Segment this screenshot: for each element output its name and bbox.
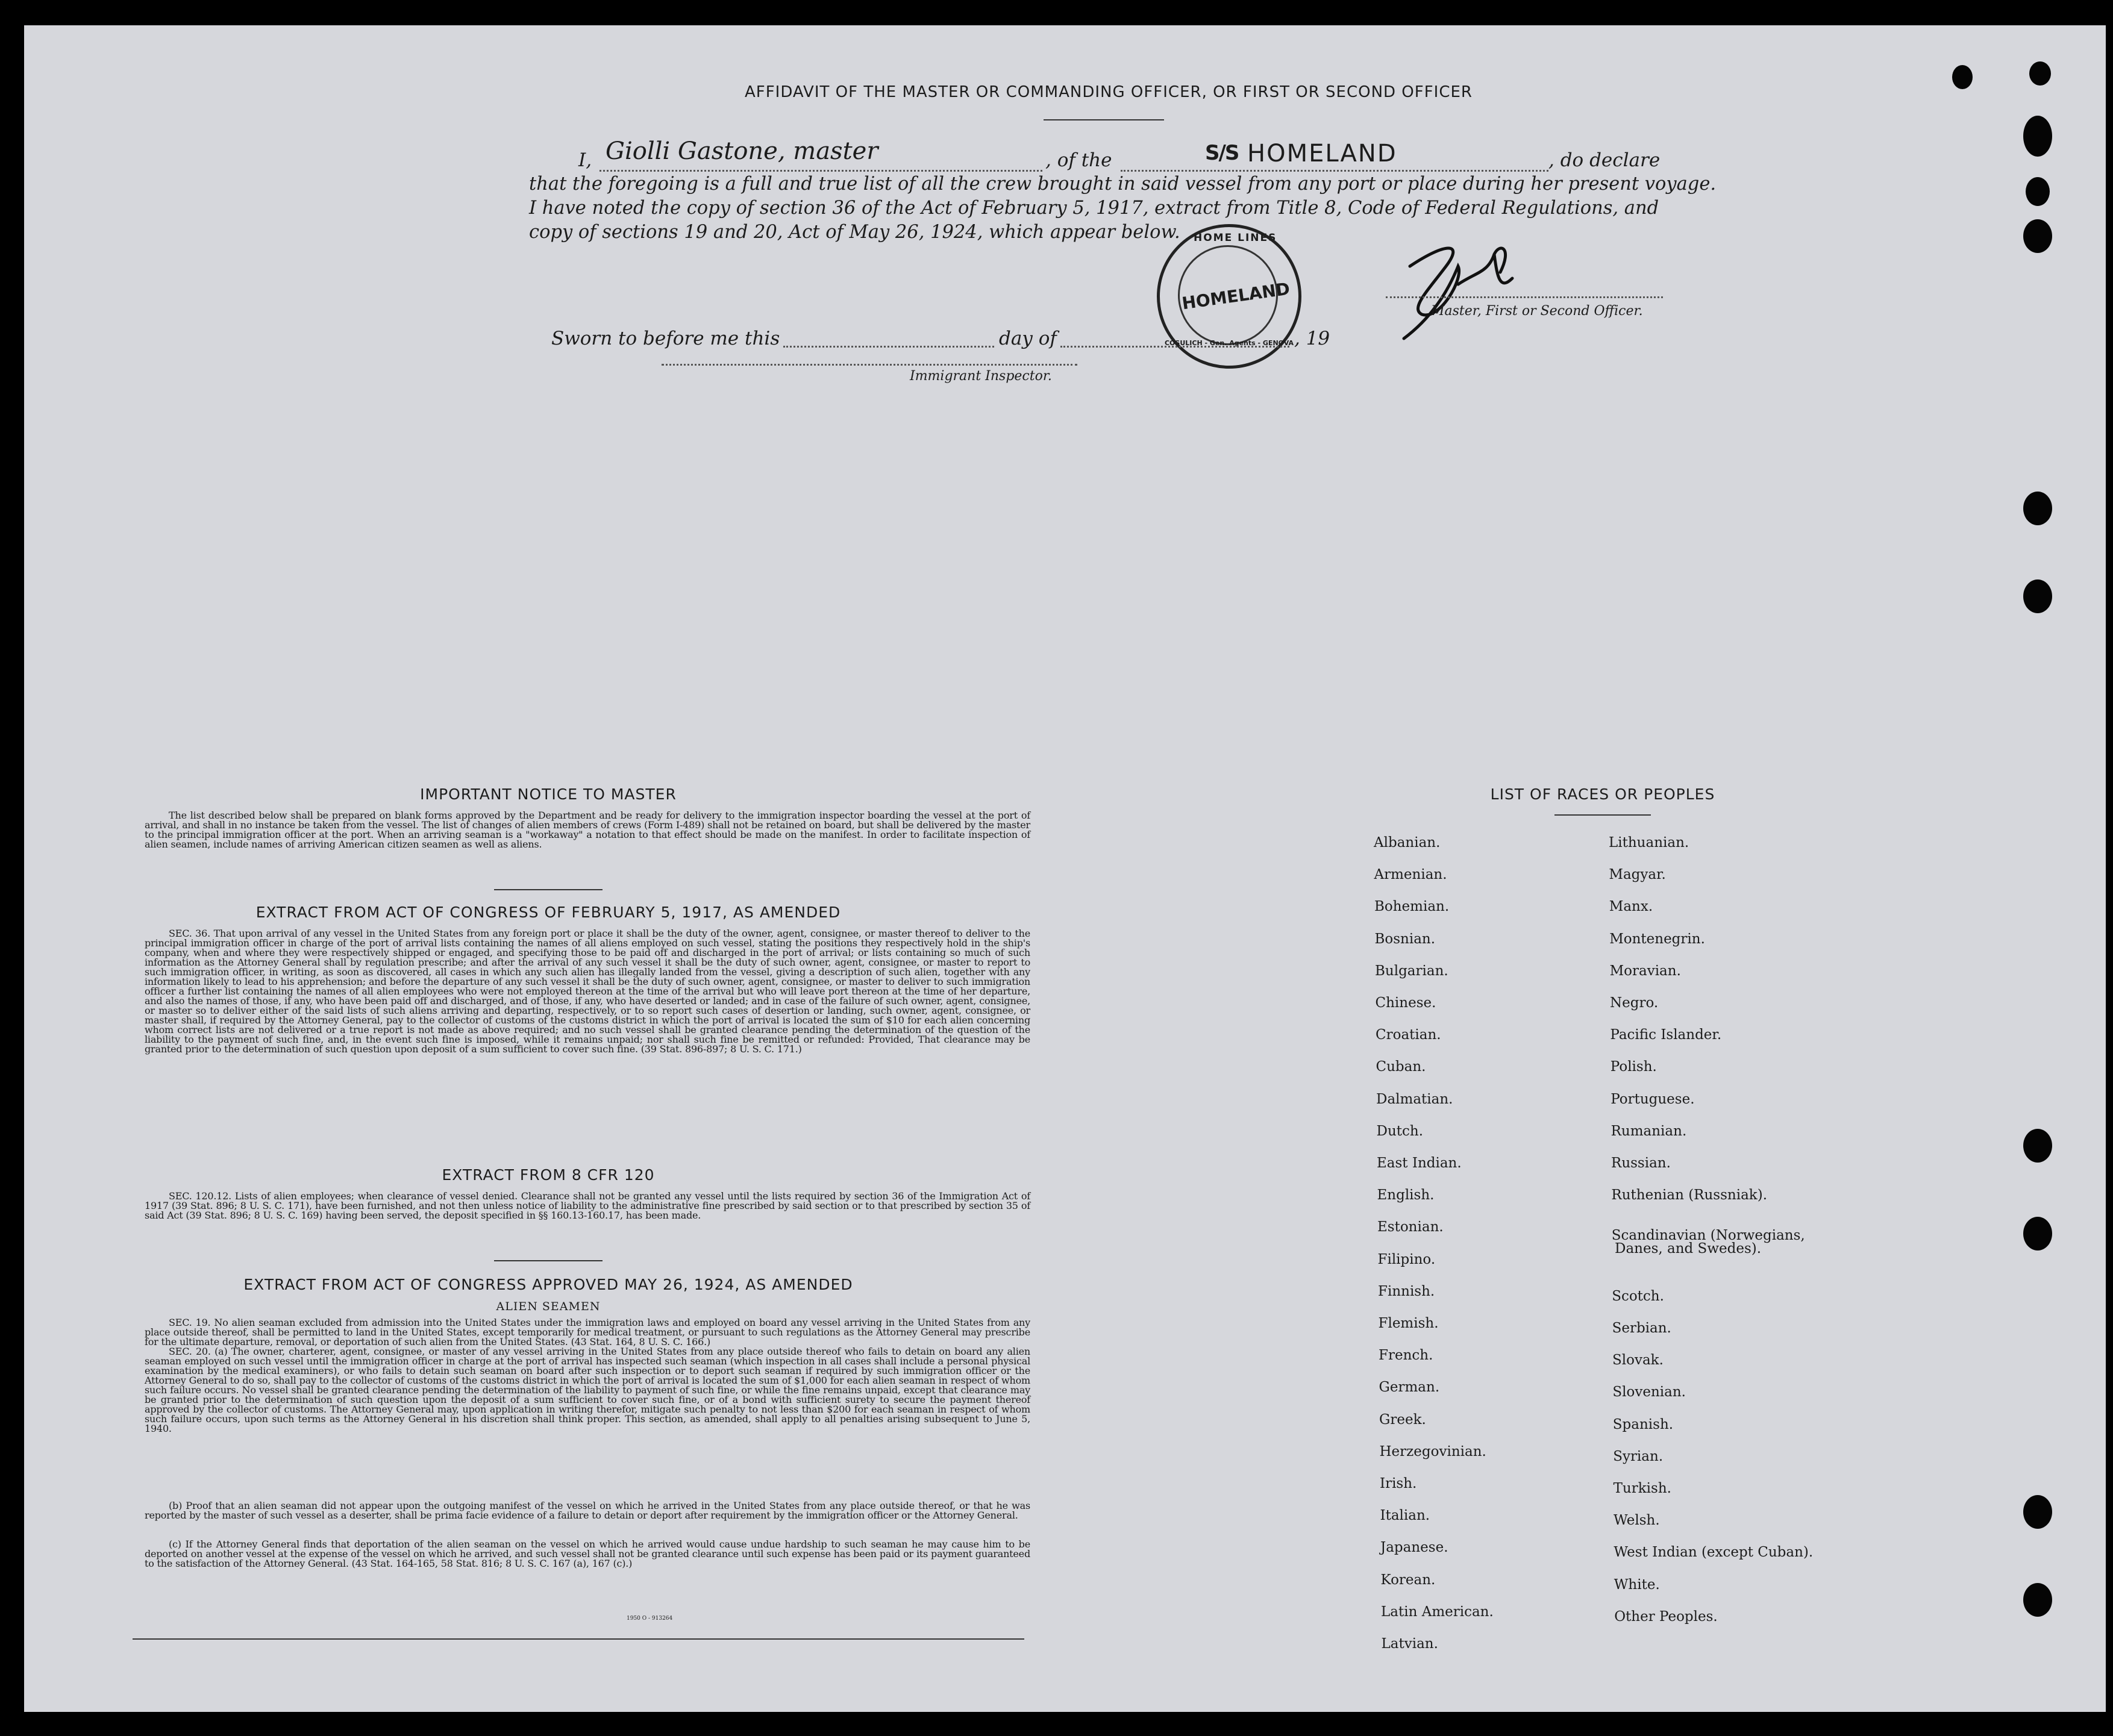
sworn-label: Sworn to before me this bbox=[551, 328, 780, 349]
race-item: English. bbox=[1377, 1187, 1435, 1204]
punch-hole bbox=[2029, 61, 2051, 86]
print-code: 1950 O - 913264 bbox=[627, 1616, 673, 1622]
extract-1917-title: EXTRACT FROM ACT OF CONGRESS OF FEBRUARY 5, 1917, AS AMENDED bbox=[255, 904, 841, 921]
notice-rule bbox=[494, 889, 603, 890]
race-item: Moravian. bbox=[1609, 963, 1681, 979]
race-item: Flemish. bbox=[1378, 1316, 1439, 1331]
notice-title: IMPORTANT NOTICE TO MASTER bbox=[420, 785, 677, 803]
sworn-month-line bbox=[1060, 346, 1289, 348]
race-item: Serbian. bbox=[1612, 1320, 1671, 1336]
race-item: Syrian. bbox=[1613, 1448, 1664, 1464]
punch-hole bbox=[2023, 1217, 2052, 1250]
master-name: Giolli Gastone, master bbox=[606, 137, 878, 165]
race-item: Bohemian. bbox=[1374, 899, 1450, 915]
race-item: Italian. bbox=[1380, 1508, 1430, 1524]
race-item: Albanian. bbox=[1374, 835, 1441, 851]
races-title: LIST OF RACES OR PEOPLES bbox=[1490, 785, 1715, 803]
race-item: Irish. bbox=[1380, 1476, 1417, 1491]
race-item: Magyar. bbox=[1609, 867, 1666, 883]
year-label: , 19 bbox=[1294, 328, 1330, 349]
punch-hole bbox=[2026, 177, 2050, 206]
bottom-rule bbox=[133, 1638, 1024, 1640]
race-item: West Indian (except Cuban). bbox=[1614, 1544, 1814, 1561]
extract-cfr-title: EXTRACT FROM 8 CFR 120 bbox=[442, 1166, 655, 1184]
race-item: Cuban. bbox=[1376, 1059, 1426, 1075]
race-item: Dalmatian. bbox=[1376, 1091, 1453, 1107]
race-item: Filipino. bbox=[1377, 1251, 1436, 1267]
cfr-rule bbox=[494, 1260, 603, 1261]
affidavit-line-4: copy of sections 19 and 20, Act of May 26, 1924, which appear below. bbox=[529, 222, 1180, 243]
race-item: Polish. bbox=[1610, 1059, 1657, 1075]
race-item: Ruthenian (Russniak). bbox=[1611, 1187, 1768, 1204]
affidavit-title: AFFIDAVIT OF THE MASTER OR COMMANDING OFFICER, OR FIRST OR SECOND OFFICER bbox=[744, 83, 1473, 101]
punch-hole bbox=[2023, 579, 2052, 613]
race-item: Japanese. bbox=[1380, 1540, 1448, 1556]
punch-hole bbox=[2023, 219, 2052, 253]
extract-1924-sec20c: (c) If the Attorney General finds that deportation of the alien seaman on the vessel on which he arrived would cause undue hardship to such seaman he may cause him to be deported on another vessel at the expense of the vessel on which he arrived, and such vessel shall not be granted clearance until such expense has been paid or its payment guaranteed to the satisfaction of the Attorney General. (43 Stat. 164-165, 58 Stat. 816; 8 U. S. C. 167 (a), 167 (c).) bbox=[145, 1538, 1030, 1569]
day-of-label: day of bbox=[999, 328, 1057, 349]
race-item: Portuguese. bbox=[1611, 1091, 1695, 1107]
race-item: Armenian. bbox=[1374, 867, 1447, 883]
affidavit-line-3: I have noted the copy of section 36 of the Act of February 5, 1917, extract from Title 8, Code of Federal Regulations, and bbox=[529, 198, 1659, 219]
stamp-top-text: HOME LINES bbox=[1194, 232, 1277, 244]
notice-body: The list described below shall be prepared on blank forms approved by the Department and be ready for delivery to the immigration inspector boarding the vessel at the port of arrival, and shall in no instance be taken from the vessel. The list of changes of alien members of crews (Form I-489) shall not be retained on board, but shall be delivered by the master to the principal immigration officer at the port. When an arriving seaman is a "workaway" a notation to that effect should be made on the manifest. In order to facilitate inspection of alien seamen, include names of arriving American citizen seamen as well as aliens. bbox=[145, 810, 1030, 850]
race-item: Welsh. bbox=[1614, 1513, 1660, 1529]
extract-cfr-body: SEC. 120.12. Lists of alien employees; when clearance of vessel denied. Clearance shall not be granted any vessel until the lists required by section 36 of the Immigration Act of 1917 (39 Stat. 896; 8 U. S. C. 171), have been furnished, and not then unless notice of liability to the administrative fine prescribed by said section or to that prescribed by section 35 of said Act (39 Stat. 896; 8 U. S. C. 169) having been served, the deposit specified in §§ 160.13-160.17, has been made. bbox=[145, 1190, 1030, 1221]
race-item: Spanish. bbox=[1612, 1416, 1674, 1432]
race-item: Negro. bbox=[1610, 995, 1659, 1011]
title-rule bbox=[1044, 119, 1164, 120]
race-item: Latin American. bbox=[1381, 1603, 1494, 1620]
races-rule bbox=[1554, 814, 1651, 816]
race-item: Korean. bbox=[1380, 1572, 1436, 1588]
of-the-label: , of the bbox=[1045, 149, 1112, 171]
extract-1924-sec20b: (b) Proof that an alien seaman did not appear upon the outgoing manifest of the vessel on which he arrived in the United States from any place outside thereof, or that he was reported by the master of such vessel as a deserter, shall be prima facie evidence of a failure to detain or deport after requirement by the immigration officer or the Attorney General. bbox=[145, 1500, 1030, 1521]
punch-hole bbox=[2023, 1129, 2052, 1163]
race-item: Turkish. bbox=[1613, 1481, 1671, 1496]
master-name-line bbox=[599, 170, 1042, 172]
race-item: Slovenian. bbox=[1612, 1384, 1686, 1400]
punch-hole bbox=[2023, 1495, 2052, 1529]
document-page bbox=[24, 25, 2106, 1712]
race-item: Montenegrin. bbox=[1609, 931, 1705, 947]
stamp-bottom-text: COSULICH - Gen. Agents - GENOVA bbox=[1164, 339, 1294, 347]
vessel-prefix: S/S bbox=[1205, 141, 1239, 165]
sworn-day-line bbox=[783, 346, 994, 348]
punch-hole bbox=[2023, 1583, 2052, 1617]
race-item: Estonian. bbox=[1377, 1219, 1444, 1235]
race-item: Bulgarian. bbox=[1375, 963, 1448, 979]
race-item: German. bbox=[1379, 1379, 1440, 1396]
inspector-label: Immigrant Inspector. bbox=[910, 369, 1052, 384]
race-item: Scotch. bbox=[1612, 1288, 1664, 1304]
race-item: Greek. bbox=[1379, 1411, 1426, 1428]
race-item: Danes, and Swedes). bbox=[1615, 1241, 1762, 1257]
race-item: Bosnian. bbox=[1374, 931, 1436, 947]
extract-1924-sec19: SEC. 19. No alien seaman excluded from admission into the United States under the immigration laws and employed on board any vessel arriving in the United States from any place outside thereof, shall be permitted to land in the United States, except temporarily for medical treatment, or pursuant to such regulations as the Attorney General may prescribe for the ultimate departure, removal, or deportation of such alien from the United States. (43 Stat. 164, 8 U. S. C. 166.) bbox=[145, 1317, 1030, 1347]
inspector-signature-line bbox=[662, 364, 1077, 366]
race-item: Chinese. bbox=[1375, 995, 1436, 1011]
extract-1924-sec20a: SEC. 20. (a) The owner, charterer, agent, consignee, or master of any vessel arriving in the United States from any place outside thereof who fails to detain on board any alien seaman employed on such vessel until the immigration officer in charge at the port of arrival has inspected such seaman (which inspection in all cases shall include a personal physical examination by the medical examiners), or who fails to detain such seaman on board after such inspection or to deport such seaman if required by such immigration officer or the Attorney General to do so, shall pay to the collector of customs of the customs district in which the port of arrival is located the sum of $1,000 for each alien seaman in respect of whom such failure occurs. No vessel shall be granted clearance pending the determination of the liability to payment of such fine, or while the fine remains unpaid, except that clearance may be granted prior to the determination of such question upon the deposit of a sum sufficient to cover such fine, or of a bond with sufficient surety to secure the payment thereof approved by the collector of customs. The Attorney General may, upon application in writing therefor, mitigate such penalty to not less than $200 for each seaman in respect of whom such failure occurs, upon such terms as the Attorney General in his discretion shall think proper. This section, as amended, shall apply to all penalties arising subsequent to June 5, 1940. bbox=[145, 1346, 1030, 1434]
extract-1924-subtitle: ALIEN SEAMEN bbox=[496, 1300, 601, 1313]
race-item: Slovak. bbox=[1612, 1352, 1664, 1369]
i-label: I, bbox=[578, 149, 592, 171]
race-item: Croatian. bbox=[1376, 1027, 1441, 1043]
officer-label: Master, First or Second Officer. bbox=[1431, 304, 1643, 319]
race-item: Other Peoples. bbox=[1614, 1608, 1718, 1625]
race-item: Lithuanian. bbox=[1609, 835, 1689, 851]
race-item: East Indian. bbox=[1377, 1155, 1462, 1171]
officer-signature bbox=[1374, 230, 1554, 351]
race-item: Rumanian. bbox=[1611, 1123, 1687, 1139]
race-item: Dutch. bbox=[1376, 1123, 1424, 1139]
do-declare-label: , do declare bbox=[1548, 149, 1661, 171]
extract-1917-body: SEC. 36. That upon arrival of any vessel in the United States from any foreign port or place it shall be the duty of the owner, agent, consignee, or master thereof to deliver to the principal immigration officer in charge of the port of arrival lists containing the names of all aliens employed on such vessel, stating the positions they respectively hold in the ship's company, when and where they were respectively shipped or engaged, and specifying those to be paid off and discharged in the port of arrival; or lists containing so much of such information as the Attorney General shall by regulation prescribe; and after the arrival of any such vessel it shall be the duty of such owner, agent, consignee, or master to report to such immigration officer, in writing, as soon as discovered, all cases in which any such alien has illegally landed from the vessel, giving a description of such alien, together with any information likely to lead to his apprehension; and before the departure of any such vessel it shall be the duty of such owner, agent, consignee, or master to deliver to such immigration officer a further list containing the names of all alien employees who were not employed thereon at the time of the arrival but who will leave port thereon at the time of her departure, and also the names of those, if any, who have been paid off and discharged, and of those, if any, who have deserted or landed; and in case of the failure of such owner, agent, consignee, or master so to deliver either of the said lists of such aliens arriving and departing, respectively, or to so report such cases of desertion or landing, such owner, agent, consignee, or master shall, if required by the Attorney General, pay to the collector of customs of the customs district in which the port of arrival is located the sum of $10 for each alien concerning whom correct lists are not delivered or a true report is not made as above required; and no such vessel shall be granted clearance pending the determination of the question of the liability to the payment of such fine, and, in the event such fine is imposed, while it remains unpaid; nor shall such fine be remitted or refunded: Provided, That clearance may be granted prior to the determination of such question upon deposit of a sum sufficient to cover such fine. (39 Stat. 896-897; 8 U. S. C. 171.) bbox=[145, 928, 1030, 1055]
race-item: Latvian. bbox=[1381, 1636, 1438, 1652]
extract-1924-title: EXTRACT FROM ACT OF CONGRESS APPROVED MAY 26, 1924, AS AMENDED bbox=[243, 1276, 853, 1293]
race-item: Russian. bbox=[1611, 1155, 1671, 1171]
race-item: Pacific Islander. bbox=[1610, 1027, 1722, 1043]
punch-hole bbox=[1952, 65, 1973, 89]
stamp-vessel-name: HOMELAND bbox=[1180, 278, 1291, 314]
race-item: White. bbox=[1614, 1576, 1660, 1593]
punch-hole bbox=[2023, 492, 2052, 525]
race-item: Herzegovinian. bbox=[1379, 1443, 1486, 1460]
race-item: Manx. bbox=[1609, 899, 1653, 915]
affidavit-line-2: that the foregoing is a full and true list of all the crew brought in said vessel from any port or place during her present voyage. bbox=[529, 173, 1717, 195]
vessel-line bbox=[1121, 170, 1548, 172]
vessel-name: HOMELAND bbox=[1247, 140, 1397, 167]
race-item: French. bbox=[1379, 1347, 1433, 1364]
race-item: Finnish. bbox=[1378, 1283, 1435, 1299]
race-item: Scandinavian (Norwegians, bbox=[1611, 1228, 1805, 1244]
punch-hole bbox=[2023, 116, 2052, 157]
officer-signature-line bbox=[1386, 296, 1663, 298]
